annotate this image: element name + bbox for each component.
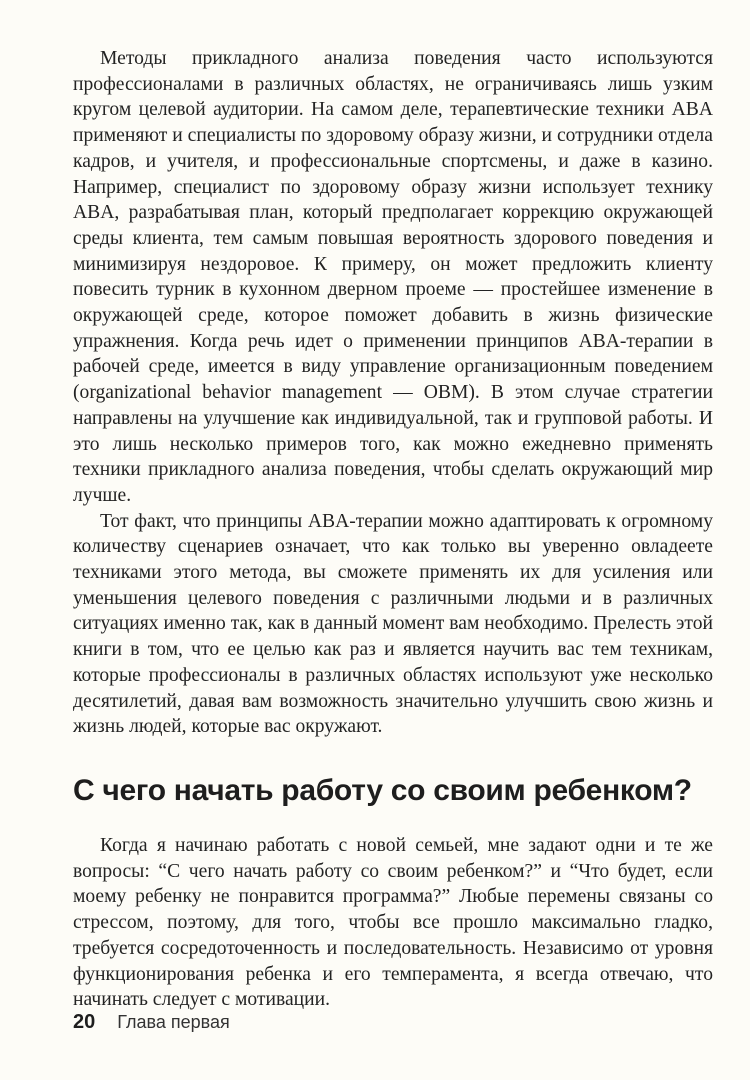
chapter-title: Глава первая [117, 1012, 230, 1032]
page-number: 20 [73, 1011, 96, 1033]
paragraph-aba-applications: Методы прикладного анализа поведения часто используются профессионалами в различных областях, не ограничиваясь лишь узким кругом целевой аудитории. На самом деле, терапевтические техники ABA применяют и специалисты по здоровому образу жизни, и сотрудники отдела кадров, и учителя, и профессиональные спортсмены, и даже в казино. Например, специалист по здоровому образу жизни использует технику ABA, разрабатывая план, который предполагает коррекцию окружающей среды клиента, тем самым повышая вероятность здорового поведения и минимизируя нездоровое. К примеру, он может предложить клиенту повесить турник в кухонном дверном проеме — простейшее изменение в окружающей среде, которое поможет добавить в жизнь физические упражнения. Когда речь идет о применении принципов ABA-терапии в рабочей среде, имеется в виду управление организационным поведением (organizational behavior management — OBM). В этом случае стратегии направлены на улучшение как индивидуальной, так и групповой работы. И это лишь несколько примеров того, как можно ежедневно применять техники прикладного анализа поведения, чтобы сделать окружающий мир лучше. [73, 48, 713, 506]
section-heading: С чего начать работу со своим ребенком? [73, 773, 692, 807]
page-body [73, 46, 713, 1013]
paragraph-where-to-start: Когда я начинаю работать с новой семьей, мне задают одни и те же вопросы: “С чего начать работу со своим ребенком?” и “Что будет, если моему ребенку не понравится программа?” Любые перемены связаны со стрессом, поэтому, для того, чтобы все прошло максимально гладко, требуется сосредоточенность и последовательность. Независимо от уровня функционирования ребенка и его темперамента, я всегда отвечаю, что начинать следует с мотивации. [73, 834, 713, 1011]
paragraph-aba-adaptability: Тот факт, что принципы ABA-терапии можно адаптировать к огромному количеству сценариев означает, что как только вы уверенно овладеете техниками этого метода, вы сможете применять их для усиления или уменьшения целевого поведения с различными людьми и в различных ситуациях именно так, как в данный момент вам необходимо. Прелесть этой книги в том, что ее целью как раз и является научить вас тем техникам, которые профессионалы в различных областях используют уже несколько десятилетий, давая вам возможность значительно улучшить свою жизнь и жизнь людей, которые вас окружают. [73, 510, 713, 738]
page-footer [73, 1011, 230, 1034]
